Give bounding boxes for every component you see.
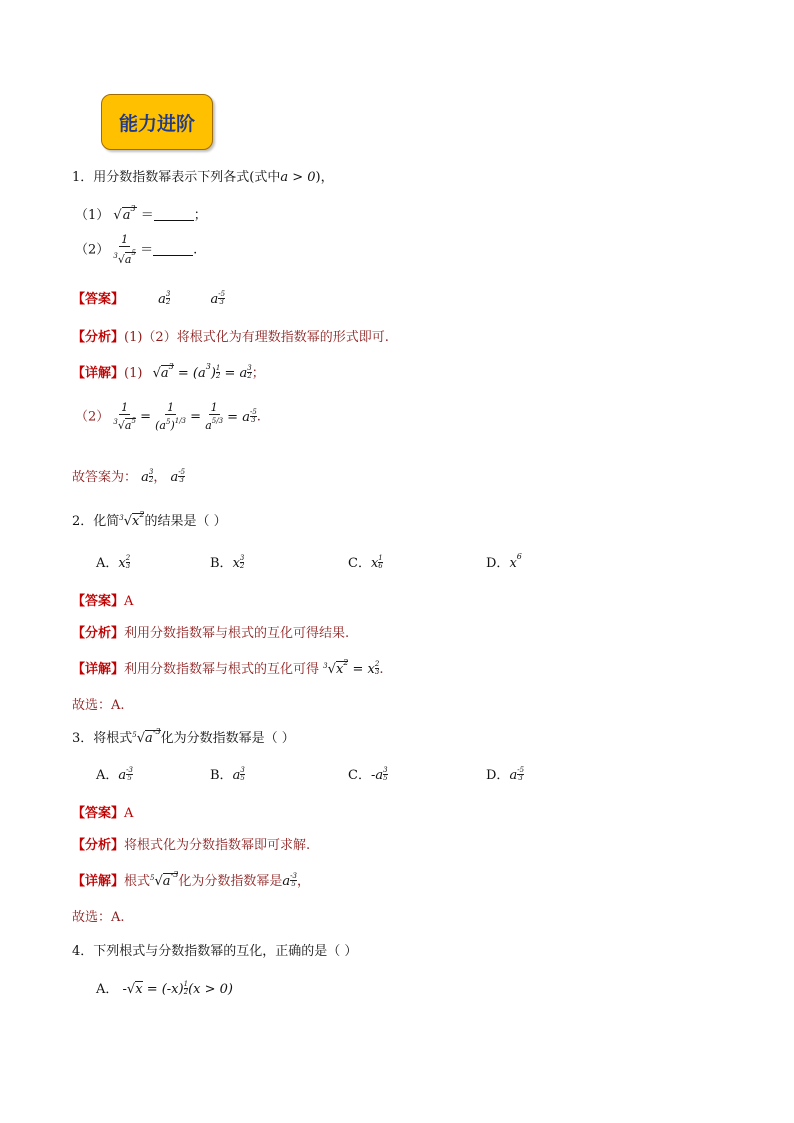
q3-conclusion: 故选：A. — [72, 910, 125, 925]
q3-analysis: 【分析】将根式化为分数指数幂即可求解. — [72, 838, 311, 853]
q3-answer: 【答案】A — [72, 806, 134, 821]
q3-stem: 3．将根式$^5√a^{-3}$化为分数指数幂是（ ） — [72, 727, 295, 746]
q3-option-d[interactable]: D．a $\frac{-5}{3}$ — [486, 766, 525, 783]
answer-blank-1[interactable] — [154, 207, 194, 221]
q2-option-c[interactable]: C．x $\frac{1}{6}$ — [348, 554, 383, 571]
q1-analysis: 【分析】(1)（2）将根式化为有理数指数幂的形式即可. — [72, 330, 389, 345]
q1-answer: 【答案】 a $\frac{3}{2}$ a $\frac{-5}{3}$ — [72, 290, 226, 307]
q2-answer: 【答案】A — [72, 594, 134, 609]
q2-detail: 【详解】利用分数指数幂与根式的互化可得 $^3√x^2 = x$ $\frac{2}{3}$ . — [72, 658, 384, 677]
q4-option-a[interactable]: A． -√x = (-x) $\frac{1}{2}$ (x > 0) — [96, 980, 233, 997]
q3-option-c[interactable]: C．-a $\frac{3}{5}$ — [348, 766, 388, 783]
q2-option-d[interactable]: D．$x^6$ — [486, 552, 522, 571]
q3-detail: 【详解】根式$^5√a^{-3}$化为分数指数幂是a $\frac{-3}{5}$ ， — [72, 870, 310, 889]
q1-detail-1: 【详解】(1) $√a^3 = (a^3)$ $\frac{1}{2}$ = a $\frac{3}{2}$ ； — [72, 362, 265, 381]
answer-blank-2[interactable] — [153, 242, 193, 256]
q3-option-b[interactable]: B．a $\frac{3}{5}$ — [210, 766, 245, 783]
q2-stem: 2．化简$^3√x^2$的结果是（ ） — [72, 510, 227, 529]
q2-option-a[interactable]: A．x $\frac{2}{3}$ — [96, 554, 131, 571]
section-title: 能力进阶 — [101, 94, 213, 150]
q1-detail-2: （2） $\frac{1}{^3√a^5}$ = $\frac{1}{(a^5)^{1/3}}$ = $\frac{1}{a^{5/3}}$ = a $\frac{-5}{3}$ . — [75, 401, 261, 432]
q4-stem: 4．下列根式与分数指数幂的互化，正确的是（ ） — [72, 944, 358, 959]
q1-conclusion: 故答案为： a $\frac{3}{2}$ ， a $\frac{-5}{3}$ — [72, 468, 186, 485]
q1-part1: （1） $√a^3$ ＝ ； — [75, 204, 207, 223]
q2-conclusion: 故选：A. — [72, 698, 125, 713]
q1-part2: （2） $\frac{1}{^3√a^5}$ ＝ . — [75, 233, 198, 266]
q3-option-a[interactable]: A．a $\frac{-3}{5}$ — [96, 766, 133, 783]
q2-option-b[interactable]: B．x $\frac{3}{2}$ — [210, 554, 245, 571]
q2-analysis: 【分析】利用分数指数幂与根式的互化可得结果. — [72, 626, 350, 641]
q1-stem: 1．用分数指数幂表示下列各式(式中a > 0)， — [72, 170, 334, 185]
